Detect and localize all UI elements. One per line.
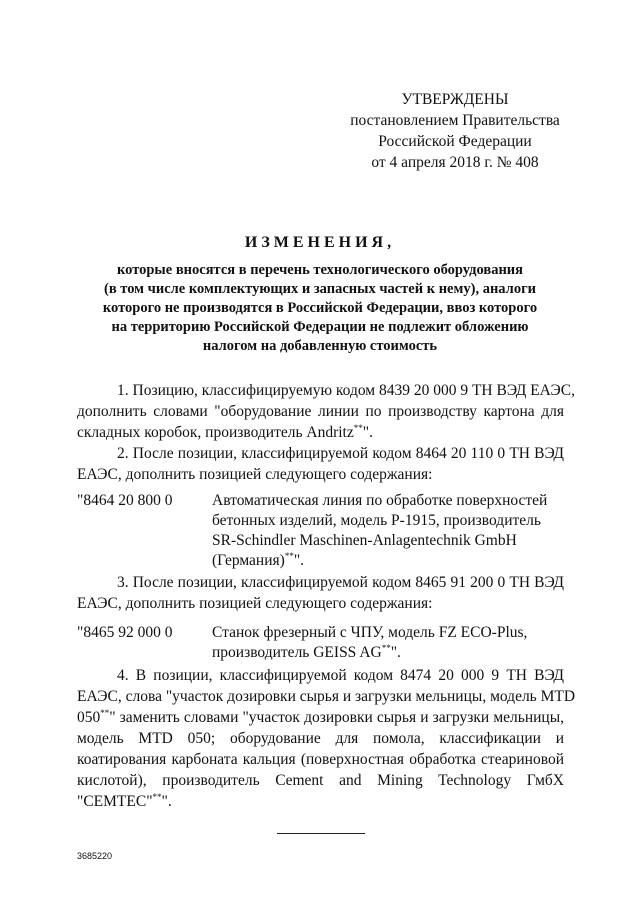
approval-title: УТВЕРЖДЕНЫ [401,91,509,108]
insertion-1-line: SR-Schindler Maschinen-Anlagentechnik GmbH [212,532,517,549]
footnote-mark: ** [353,422,363,433]
insertion-1-text [212,491,572,571]
item-4-line: 4. В позиции, классифицируемой кодом 8474 20 000 9 ТН ВЭД [117,667,564,684]
item-4 [77,665,576,812]
footnote-mark: ** [381,642,391,653]
end-divider [277,833,365,834]
approval-line: постановлением Правительства [350,112,560,129]
item-2-line: 2. После позиции, классифицируемой кодом 8464 20 110 0 ТН ВЭД [117,445,564,462]
insertion-2-code: "8465 92 000 0 [77,624,173,641]
insertion-2-line: производитель GEISS AG**". [212,642,401,661]
item-3-line: ЕАЭС, дополнить позицией следующего содержания: [77,595,433,612]
item-3 [77,572,564,614]
item-2 [77,443,564,485]
insertion-2-line: Станок фрезерный с ЧПУ, модель FZ ECO-Plus, [212,624,528,641]
item-1 [77,380,575,443]
footnote-mark: ** [152,791,162,802]
item-1-line: дополнить словами "оборудование линии по производству картона для [77,403,564,420]
document-heading [60,233,580,356]
heading-line: которые вносятся в перечень технологического оборудования [116,262,524,278]
item-3-line: 3. После позиции, классифицируемой кодом 8465 91 200 0 ТН ВЭД [117,574,564,591]
heading-line: которого не производятся в Российской Федерации, ввоз которого [102,300,538,316]
item-1-line: 1. Позицию, классифицируемую кодом 8439 20 000 9 ТН ВЭД ЕАЭС, [117,382,575,399]
footnote-mark: ** [284,550,294,561]
heading-line: (в том числе комплектующих и запасных частей к нему), аналоги [103,281,537,297]
insertion-1-code: "8464 20 800 0 [77,492,173,509]
heading-line: на территорию Российской Федерации не подлежит обложению [111,319,529,335]
insertion-2-text [212,623,572,663]
heading-line: налогом на добавленную стоимость [202,338,438,354]
document-number: 3685220 [77,851,113,861]
item-1-line: складных коробок, производитель Andritz**". [77,422,373,441]
document-title: ИЗМЕНЕНИЯ, [244,234,396,251]
item-4-line: 050**" заменить словами "участок дозировки сырья и загрузки мельницы, [77,707,564,726]
approval-date: от 4 апреля 2018 г. № 408 [371,154,539,171]
item-4-line: модель MTD 050; оборудование для помола, классификации и [77,730,564,747]
insertion-1-line: Автоматическая линия по обработке поверхностей [212,492,548,509]
insertion-1-line: бетонных изделий, модель Р-1915, производитель [212,512,541,529]
footnote-mark: ** [100,707,110,718]
item-4-line: коатирования карбоната кальция (поверхностная обработка стеариновой [77,751,564,768]
item-4-line: кислотой), производитель Cement and Mining Technology ГмбХ [77,772,564,789]
item-2-line: ЕАЭС, дополнить позицией следующего содержания: [77,466,433,483]
item-4-line: ЕАЭС, слова "участок дозировки сырья и загрузки мельницы, модель MTD [77,688,576,705]
item-4-line: "СЕМТЕС"**". [77,791,172,810]
approval-stamp [350,89,560,173]
approval-line: Российской Федерации [378,133,532,150]
insertion-1-line: (Германия)**". [212,550,305,569]
